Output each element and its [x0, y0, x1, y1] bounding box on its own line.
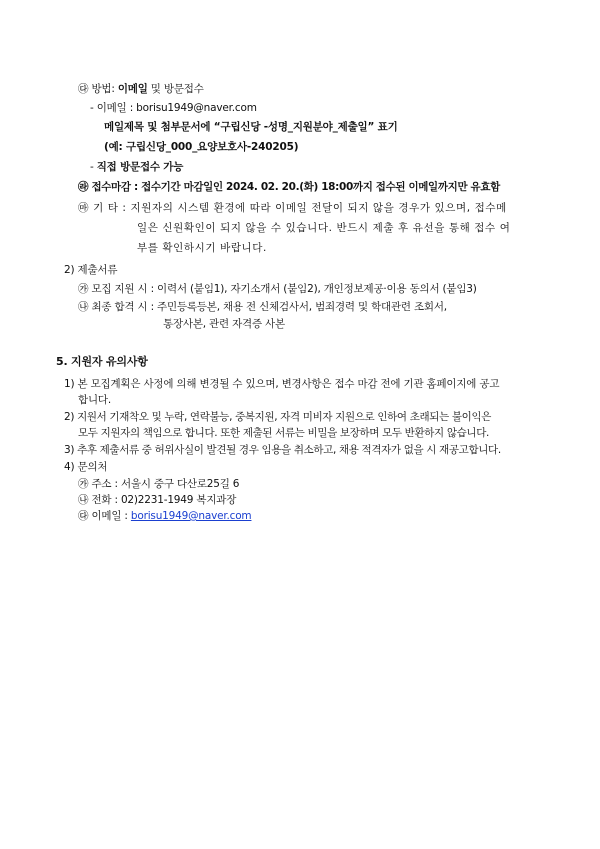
- etc-line-1: [78, 201, 507, 215]
- final-text-1: 최종 합격 시 : 주민등록등본, 채용 전 신체검사서, 범죄경력 및 학대관련 조회서,: [91, 301, 447, 313]
- visit-prefix: -: [90, 161, 97, 173]
- contact-address: [78, 477, 239, 491]
- contact-email-marker: ㉰: [78, 510, 89, 522]
- method-rest: 및 방문접수: [147, 83, 204, 95]
- etc-text-1: 기 타 : 지원자의 시스템 환경에 따라 이메일 전달이 되지 않을 경우가 있으며, 접수메: [93, 202, 507, 214]
- final-line-1: [78, 300, 447, 314]
- note-4: 4) 문의처: [64, 461, 108, 473]
- subject-tail: 표기: [374, 121, 398, 133]
- note-3: 3) 추후 제출서류 중 허위사실이 발견될 경우 임용을 취소하고, 채용 적격자가 없을 시 재공고합니다.: [64, 444, 501, 456]
- contact-email-prefix: 이메일 :: [91, 510, 131, 522]
- method-email-word: 이메일: [117, 83, 148, 95]
- etc-marker: ㉲: [78, 202, 90, 214]
- etc-line-3: 부를 확인하시기 바랍니다.: [137, 242, 267, 254]
- documents-title: 2) 제출서류: [64, 264, 118, 276]
- contact-address-marker: ㉮: [78, 478, 89, 490]
- contact-phone-text: 전화 : 02)2231-1949 복지과장: [91, 494, 237, 506]
- subject-line: [104, 120, 398, 134]
- deadline-marker: ㉱: [78, 181, 89, 193]
- email-address: borisu1949@naver.com: [136, 102, 257, 114]
- method-label: 방법:: [91, 83, 118, 95]
- email-prefix: - 이메일 :: [90, 102, 137, 114]
- final-line-2: 통장사본, 관련 자격증 사본: [163, 318, 285, 330]
- note-2-line-2: 모두 지원자의 책임으로 합니다. 또한 제출된 서류는 비밀을 보장하며 모두 반환하지 않습니다.: [78, 427, 489, 439]
- contact-phone-marker: ㉯: [78, 494, 89, 506]
- visit-text: 직접 방문접수 가능: [96, 161, 184, 173]
- deadline-text: 접수마감 : 접수기간 마감일인 2024. 02. 20.(화) 18:00까지 접수된 이메일까지만 유효함: [91, 181, 500, 193]
- visit-line: [90, 160, 183, 174]
- note-1-line-1: 1) 본 모집계획은 사정에 의해 변경될 수 있으며, 변경사항은 접수 마감 전에 기관 홈페이지에 공고: [64, 378, 500, 390]
- contact-phone: [78, 493, 236, 507]
- recruit-marker: ㉮: [78, 283, 89, 295]
- method-line: [78, 82, 204, 96]
- final-marker: ㉯: [78, 301, 89, 313]
- subject-lead: 메일제목 및 첨부문서에: [104, 121, 214, 133]
- contact-email-link[interactable]: borisu1949@naver.com: [130, 510, 252, 522]
- notes-heading: 5. 지원자 유의사항: [56, 355, 148, 368]
- note-2-line-1: 2) 지원서 기재착오 및 누락, 연락불능, 중복지원, 자격 미비자 지원으로 인하여 초래되는 불이익은: [64, 411, 492, 423]
- recruit-line: [78, 282, 477, 296]
- method-marker: ㉰: [78, 83, 89, 95]
- etc-line-2: 일은 신원확인이 되지 않을 수 있습니다. 반드시 제출 후 유선을 통해 접수 여: [137, 222, 511, 234]
- deadline-line: [78, 180, 500, 194]
- email-line: [90, 101, 257, 115]
- contact-address-text: 주소 : 서울시 중구 다산로25길 6: [91, 478, 240, 490]
- note-1-line-2: 합니다.: [78, 394, 111, 406]
- contact-email: [78, 509, 251, 523]
- subject-value: “구립신당 -성명_지원분야_제출일”: [213, 121, 375, 133]
- example-line: (예: 구립신당_000_요양보호사-240205): [104, 141, 299, 153]
- recruit-text: 모집 지원 시 : 이력서 (붙임1), 자기소개서 (붙임2), 개인정보제공·이용 동의서 (붙임3): [91, 283, 477, 295]
